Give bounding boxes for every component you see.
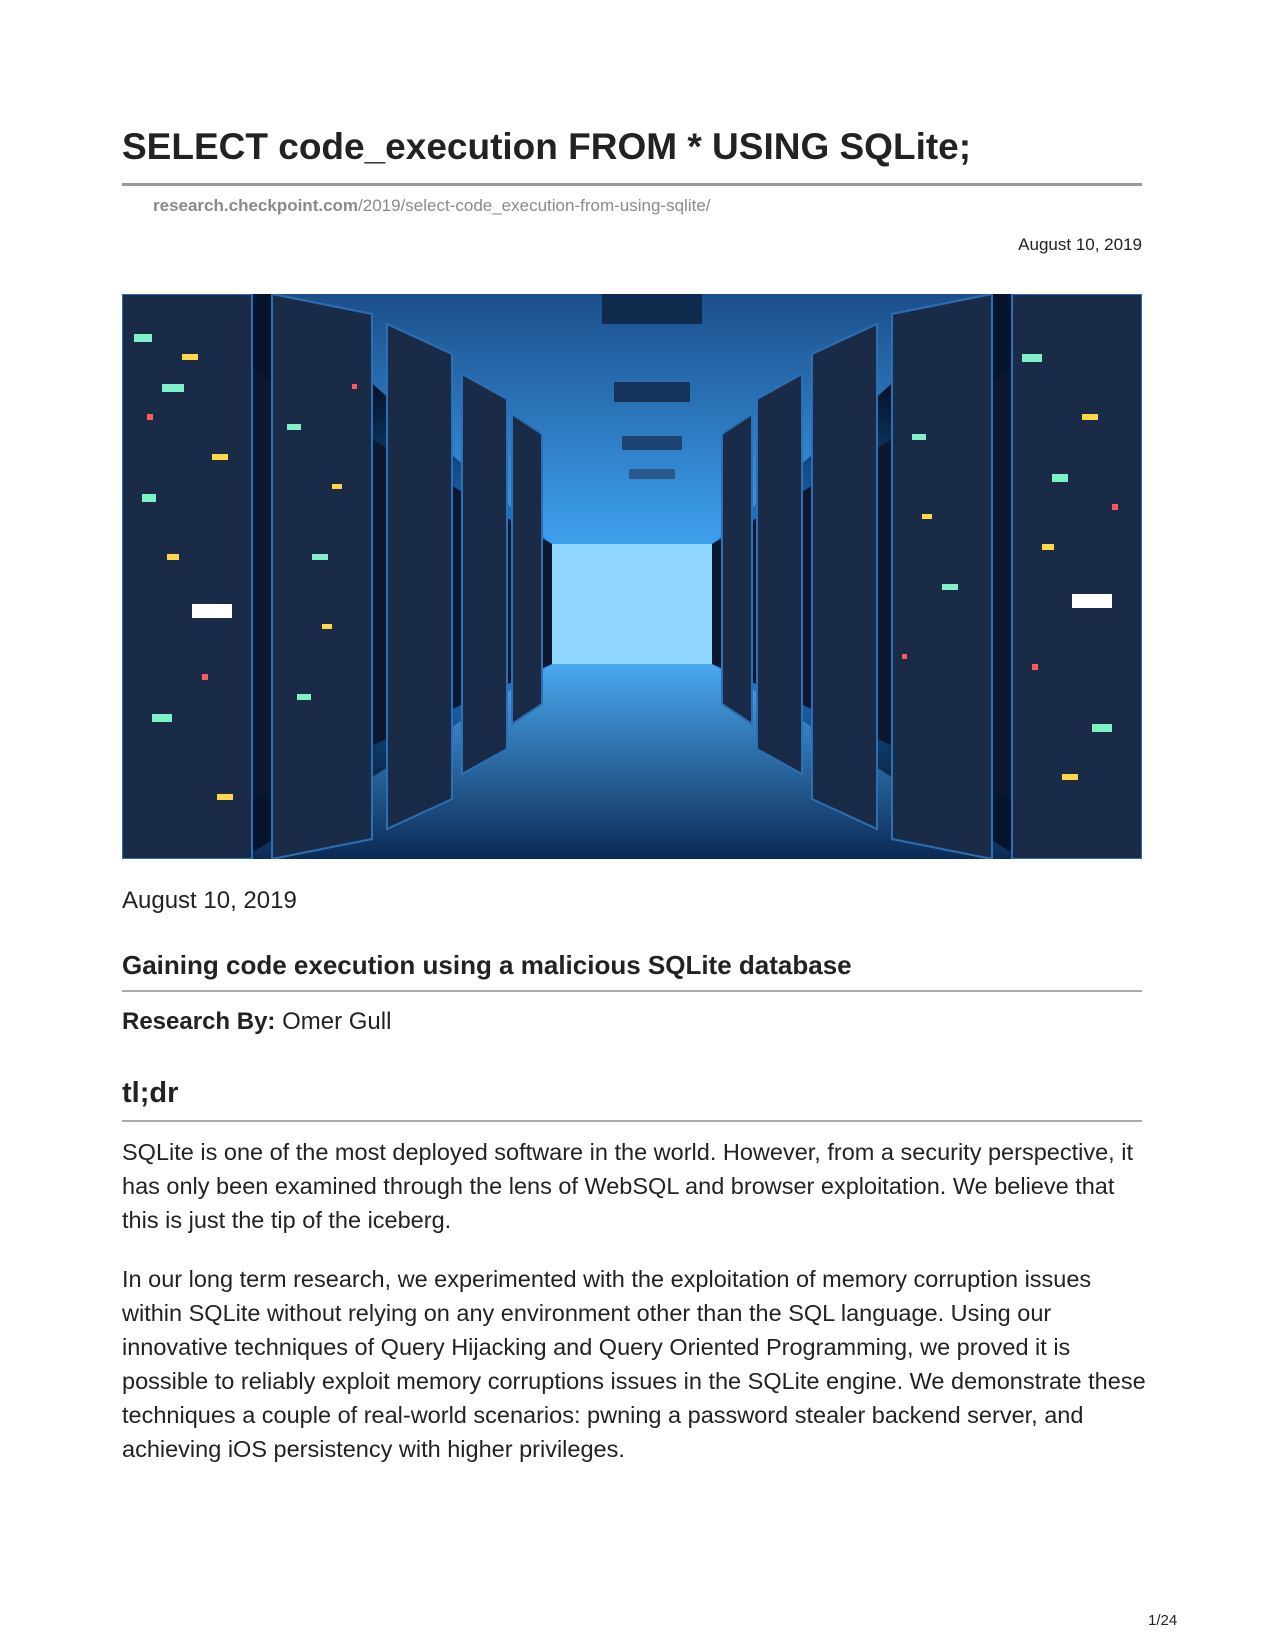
- section-heading-tldr: tl;dr: [122, 1077, 179, 1109]
- byline-author: Omer Gull: [282, 1008, 392, 1035]
- source-path[interactable]: /2019/select-code_execution-from-using-sqlite/: [358, 196, 711, 215]
- subtitle-divider: [122, 990, 1142, 992]
- byline: [122, 1008, 391, 1036]
- title-divider: [122, 183, 1142, 186]
- byline-label: Research By:: [122, 1008, 276, 1035]
- source-domain[interactable]: research.checkpoint.com: [153, 196, 359, 215]
- paragraph-intro: SQLite is one of the most deployed software in the world. However, from a security perspective, it has only been examined through the lens of WebSQL and browser exploitation. We believe that this is just the tip of the iceberg.: [122, 1139, 1133, 1233]
- source-url[interactable]: [153, 196, 711, 216]
- page-title: SELECT code_execution FROM * USING SQLite;: [122, 126, 972, 167]
- section-divider: [122, 1120, 1142, 1122]
- server-room-image: [122, 294, 1142, 859]
- article-date: August 10, 2019: [122, 887, 297, 914]
- article-subtitle: Gaining code execution using a malicious SQLite database: [122, 950, 852, 980]
- header-date: August 10, 2019: [1018, 235, 1142, 254]
- paragraph-research: In our long term research, we experimented with the exploitation of memory corruption issues within SQLite without relying on any environment other than the SQL language. Using our innovative techniques of Query Hijacking and Query Oriented Programming, we proved it is possible to reliably exploit memory corruptions issues in the SQLite engine. We demonstrate these techniques a couple of real-world scenarios: pwning a password stealer backend server, and achieving iOS persistency with higher privileges.: [122, 1266, 1146, 1462]
- page-number: 1/24: [1148, 1612, 1178, 1629]
